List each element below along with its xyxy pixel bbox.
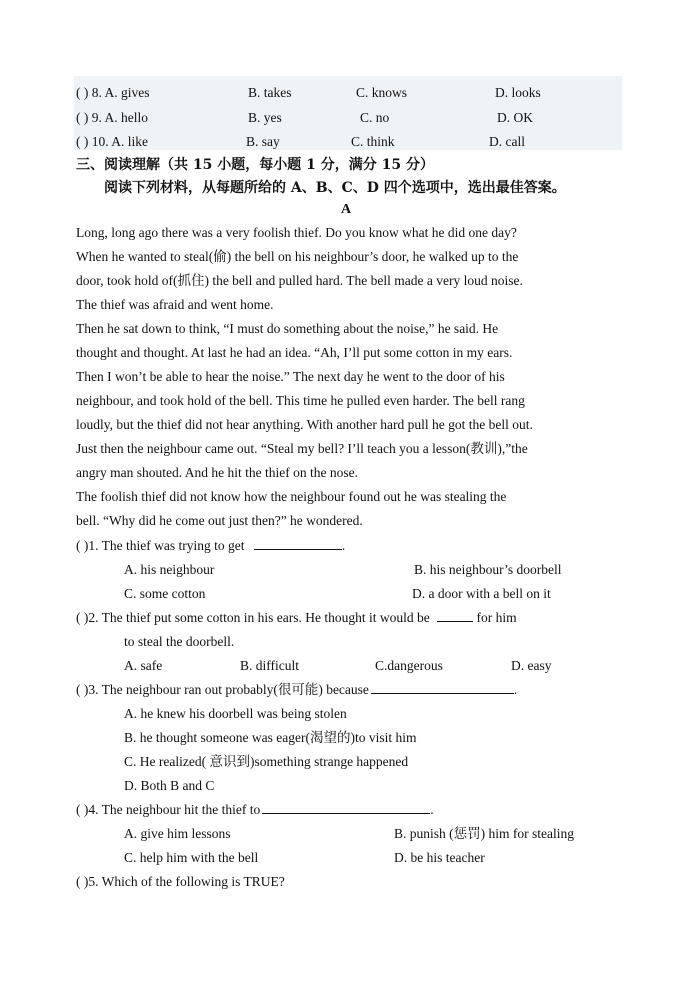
passage-line: Then he sat down to think, “I must do something about the noise,” he said. He [76,321,499,336]
q2-option-d: D. easy [511,658,552,673]
question-2-stem: ( )2. The thief put some cotton in his ears. He thought it would be [76,610,430,625]
passage-line: thought and thought. At last he had an idea. “Ah, I’ll put some cotton in my ears. [76,345,513,360]
reading-passage [76,221,621,533]
cloze-q10-stem: ( ) 10. A. like [76,134,148,149]
question-1: ( )1. The thief was trying to get . [76,538,346,553]
passage-line: Then I won’t be able to hear the noise.” The next day he went to the door of his [76,369,505,384]
q2-option-c: C.dangerous [375,658,443,673]
cloze-q9-option-b: B. yes [248,110,282,125]
passage-line: bell. “Why did he come out just then?” he wondered. [76,513,363,528]
passage-line: neighbour, and took hold of the bell. This time he pulled even harder. The bell rang [76,393,525,408]
passage-line: The thief was afraid and went home. [76,297,274,312]
q2-option-a: A. safe [124,658,163,673]
section-instruction: 阅读下列材料，从每题所给的 A、B、C、D 四个选项中，选出最佳答案。 [104,180,566,196]
passage-line: The foolish thief did not know how the neighbour found out he was stealing the [76,489,507,504]
cloze-q8-option-d: D. looks [495,85,541,100]
q1-option-b: B. his neighbour’s doorbell [414,562,562,577]
q4-option-b: B. punish (惩罚) him for stealing [394,826,574,841]
question-5 [76,873,285,891]
q4-option-c: C. help him with the bell [124,850,259,865]
question-1-stem: ( )1. The thief was trying to get [76,538,245,553]
question-3: ( )3. The neighbour ran out probably(很可能) because . [76,682,518,697]
cloze-q8-stem: ( ) 8. A. gives [76,85,150,100]
passage-line: Just then the neighbour came out. “Steal my bell? I’ll teach you a lesson(教训),”the [76,441,528,456]
q3-option-a: A. he knew his doorbell was being stolen [124,706,347,721]
question-4: ( )4. The neighbour hit the thief to . [76,802,434,817]
question-2 [76,609,517,627]
cloze-q10-option-b: B. say [246,134,280,149]
passage-line: door, took hold of(抓住) the bell and pulled hard. The bell made a very loud noise. [76,273,523,288]
cloze-q10-option-d: D. call [489,134,525,149]
cloze-q8-option-b: B. takes [248,85,292,100]
answer-blank[interactable] [437,609,473,622]
cloze-q9-option-c: C. no [360,110,390,125]
q2-option-b: B. difficult [240,658,299,673]
cloze-q10-option-c: C. think [351,134,395,149]
q3-option-d: D. Both B and C [124,778,215,793]
q1-option-c: C. some cotton [124,586,206,601]
q3-option-b: B. he thought someone was eager(渴望的)to visit him [124,730,417,745]
q4-option-d: D. be his teacher [394,850,485,865]
question-3-stem: ( )3. The neighbour ran out probably(很可能) because [76,682,369,697]
q1-option-a: A. his neighbour [124,562,215,577]
answer-blank[interactable] [371,681,514,694]
q1-option-d: D. a door with a bell on it [412,586,551,601]
passage-line: loudly, but the thief did not hear anything. With another hard pull he got the bell out. [76,417,533,432]
passage-line: When he wanted to steal(偷) the bell on his neighbour’s door, he walked up to the [76,249,519,264]
cloze-q9-option-d: D. OK [497,110,533,125]
answer-blank[interactable] [262,801,430,814]
question-2-stem-tail: for him [476,610,517,625]
passage-label: A [341,202,352,217]
passage-line: Long, long ago there was a very foolish thief. Do you know what he did one day? [76,225,517,240]
q3-option-c: C. He realized( 意识到)something strange happened [124,754,409,769]
section-title: 三、阅读理解（共 15 小题，每小题 1 分，满分 15 分） [76,157,434,173]
question-2-stem-line2: to steal the doorbell. [124,634,235,649]
question-5-stem: ( )5. Which of the following is TRUE? [76,874,285,889]
passage-line: angry man shouted. And he hit the thief on the nose. [76,465,358,480]
question-4-stem: ( )4. The neighbour hit the thief to [76,802,261,817]
cloze-q8-option-c: C. knows [356,85,408,100]
cloze-q9-stem: ( ) 9. A. hello [76,110,148,125]
q4-option-a: A. give him lessons [124,826,231,841]
answer-blank[interactable] [254,537,342,550]
